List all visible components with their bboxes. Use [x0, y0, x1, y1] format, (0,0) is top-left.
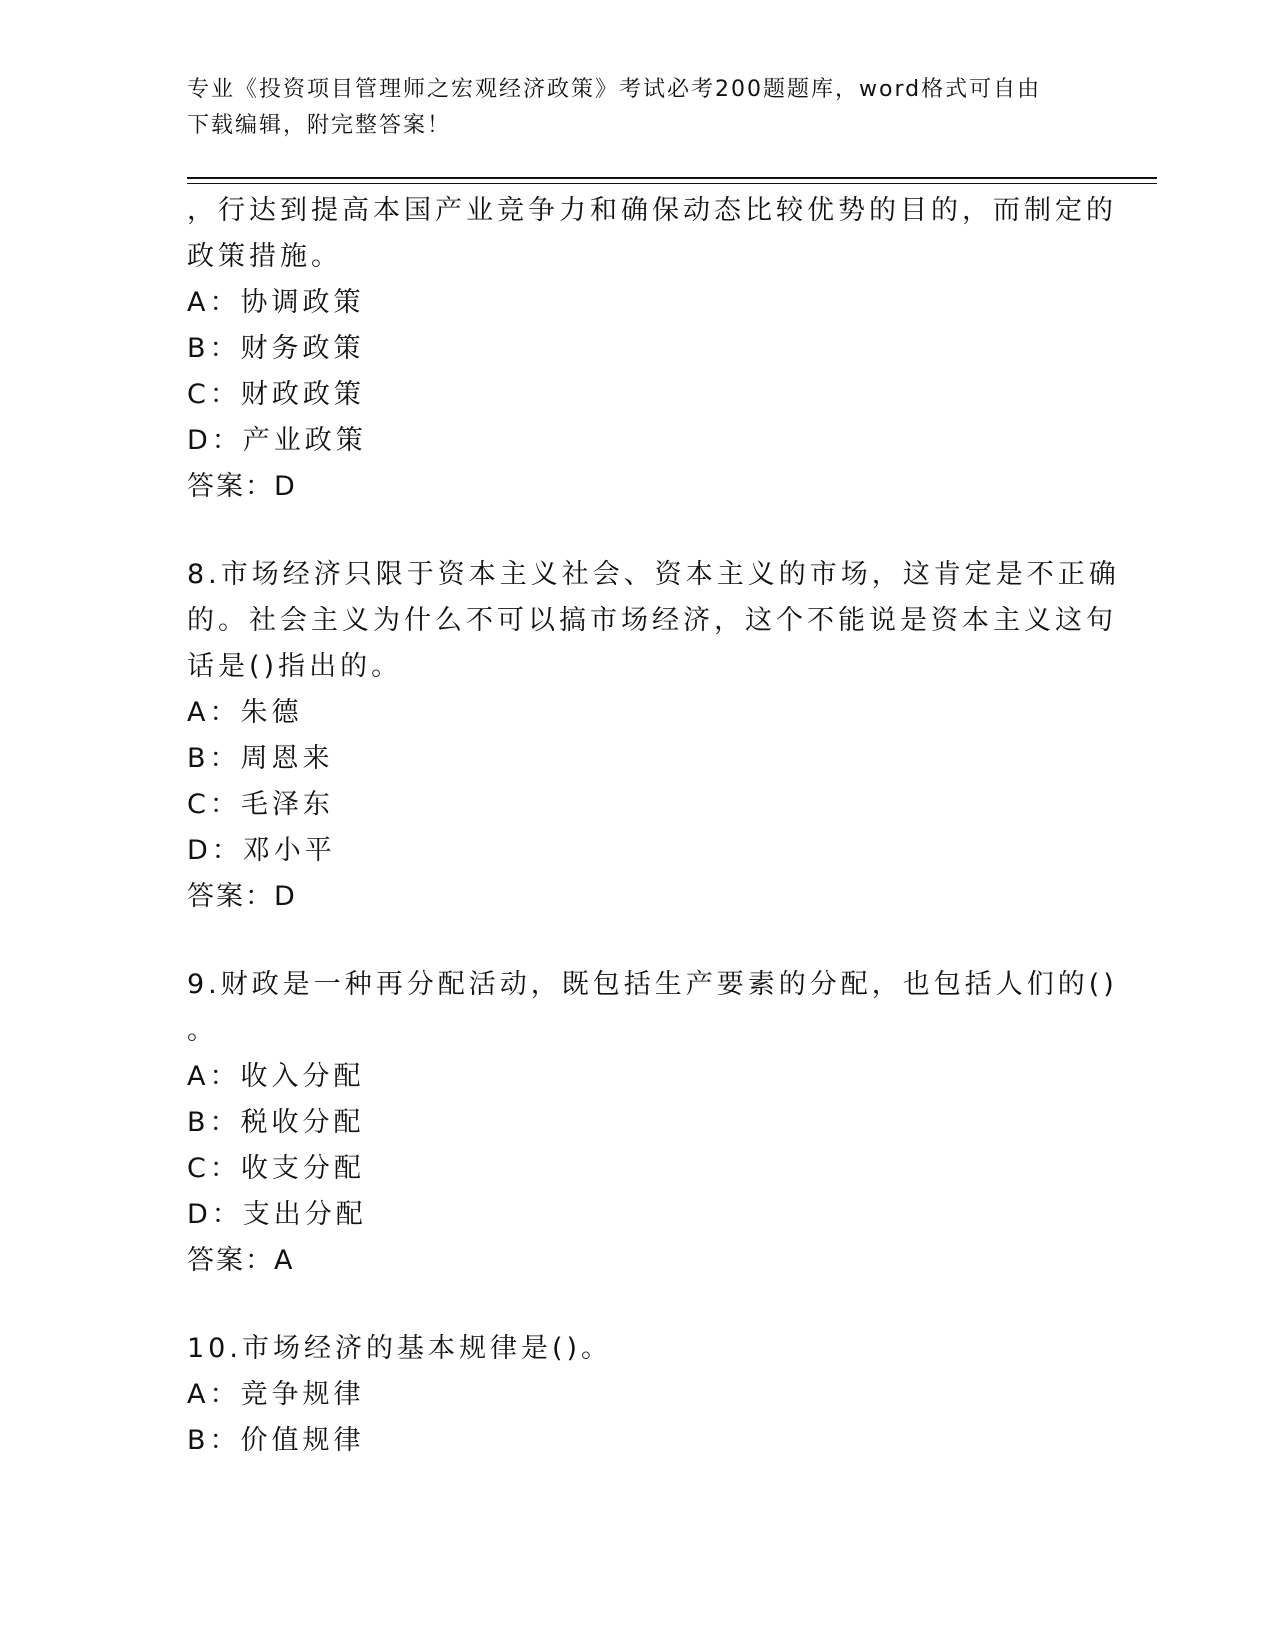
option-a: A：收入分配 — [187, 1061, 365, 1092]
answer-line: 答案：D — [187, 471, 297, 502]
header-divider-thin — [187, 183, 1157, 184]
question-list — [187, 188, 1120, 1464]
option-c: C：毛泽东 — [187, 789, 334, 820]
option-c: C：收支分配 — [187, 1153, 365, 1184]
answer-line: 答案：D — [187, 881, 297, 912]
option-c: C：财政政策 — [187, 379, 365, 410]
document-header — [187, 72, 1067, 144]
option-d: D：支出分配 — [187, 1199, 367, 1230]
question-stem-line: 政策措施。 — [187, 241, 342, 272]
option-d: D：邓小平 — [187, 835, 336, 866]
question-spacer — [187, 510, 1087, 552]
question-stem-line: 的。社会主义为什么不可以搞市场经济，这个不能说是资本主义这句 — [187, 605, 1117, 636]
question-stem-line: 9.财政是一种再分配活动，既包括生产要素的分配，也包括人们的() — [187, 969, 1118, 1000]
option-d: D：产业政策 — [187, 425, 367, 456]
question-block — [187, 552, 1120, 920]
option-b: B：周恩来 — [187, 743, 334, 774]
option-b: B：税收分配 — [187, 1107, 365, 1138]
option-b: B：财务政策 — [187, 333, 365, 364]
question-stem-line: 话是()指出的。 — [187, 651, 403, 682]
header-line-1: 专业《投资项目管理师之宏观经济政策》考试必考200题题库，word格式可自由 — [187, 77, 1042, 102]
question-spacer — [187, 1284, 1087, 1326]
option-b: B：价值规律 — [187, 1425, 365, 1456]
option-a: A：协调政策 — [187, 287, 365, 318]
option-a: A：竞争规律 — [187, 1379, 365, 1410]
question-stem-line: 。 — [187, 1015, 218, 1046]
question-block — [187, 962, 1118, 1284]
header-divider-thick — [187, 177, 1157, 179]
question-block — [187, 1326, 1087, 1464]
question-stem-line: 8.市场经济只限于资本主义社会、资本主义的市场，这肯定是不正确 — [187, 559, 1120, 590]
header-line-2: 下载编辑，附完整答案！ — [187, 113, 452, 138]
question-spacer — [187, 920, 1087, 962]
question-stem-line: ，行达到提高本国产业竞争力和确保动态比较优势的目的，而制定的 — [187, 195, 1117, 226]
question-stem-line: 10.市场经济的基本规律是()。 — [187, 1333, 613, 1364]
question-block — [187, 188, 1117, 510]
option-a: A：朱德 — [187, 697, 303, 728]
answer-line: 答案：A — [187, 1245, 295, 1276]
